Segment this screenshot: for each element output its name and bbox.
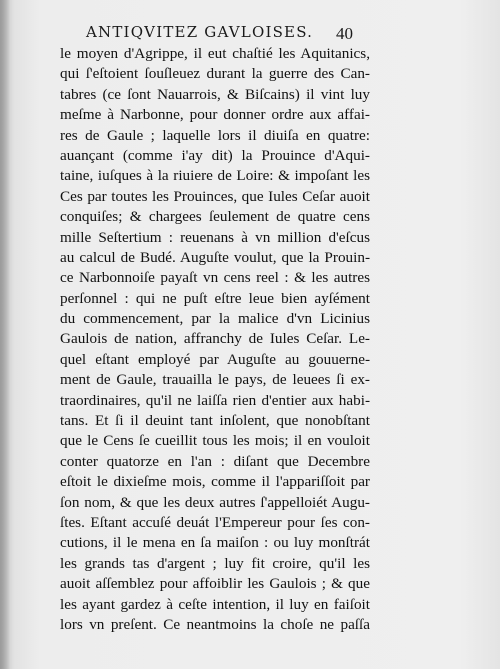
text-line: meſme à Narbonne, pour donner ordre aux affai-: [60, 106, 370, 124]
text-line: que le Cens ſe cueillit tous les mois; il en vouloit: [60, 432, 370, 450]
page-number: 40: [336, 24, 353, 43]
text-line: conquiſes; & chargees ſeulement de quatre cens: [60, 208, 370, 226]
body-text: [60, 44, 370, 635]
text-line: Gaulois de nation, affranchy de Iules Ceſar. Le-: [60, 330, 370, 348]
gutter-shadow: [0, 0, 10, 669]
text-line: ſtes. Eſtant accuſé deuát l'Empereur pour ſes con-: [60, 513, 370, 531]
text-line: les grands tas d'argent ; luy fit croire, qu'il les: [60, 554, 370, 572]
text-line: ment de Gaule, trauailla le pays, de leuees ſi ex-: [60, 371, 370, 389]
text-line: Ces par toutes les Prouinces, que Iules Ceſar auoit: [60, 187, 370, 205]
text-line: au calcul de Budé. Auguſte voulut, que la Prouin-: [60, 248, 370, 266]
text-line: res de Gaule ; laquelle lors il diuiſa en quatre:: [60, 126, 370, 144]
text-line: quel eſtant employé par Auguſte au gouuerne-: [60, 350, 370, 368]
text-line: ce Narbonnoiſe payaſt vn cens reel : & les autres: [60, 269, 370, 287]
text-line: tans. Et ſi il deuint tant inſolent, que nonobſtant: [60, 412, 370, 430]
text-line: mille Seſtertium : reuenans à vn million d'eſcus: [60, 228, 370, 246]
text-line: lors vn preſent. Ce neantmoins la choſe ne paſſa: [60, 615, 370, 633]
text-line: cutions, il le mena en ſa maiſon : ou luy monſtrát: [60, 534, 370, 552]
text-line: tabres (ce ſont Nauarrois, & Biſcains) il vint luy: [60, 85, 370, 103]
text-line: ſon nom, & que les deux autres ſ'appelloiét Augu-: [60, 493, 370, 511]
text-line: le moyen d'Agrippe, il eut chaſtié les Aquitanics,: [60, 45, 370, 62]
text-line: auançant (comme i'ay dit) la Prouince d'Aqui-: [60, 146, 370, 164]
text-line: taine, iuſques à la riuiere de Loire: & impoſant les: [60, 167, 370, 185]
text-line: auoit aſſemblez pour affoiblir les Gaulois ; & que: [60, 575, 370, 593]
text-line: du commencement, par la malice d'vn Licinius: [60, 310, 370, 328]
running-head: ANTIQVITEZ GAVLOISES.: [86, 23, 314, 41]
text-line: perſonnel : qui ne puſt eſtre leue bien ayſément: [60, 289, 370, 307]
text-line: les ayant gardez à ceſte intention, il luy en faiſoit: [60, 595, 370, 613]
text-line: conter quatorze en l'an : diſant que Decembre: [60, 452, 370, 470]
text-line: qui ſ'eſtoient ſouſleuez durant la guerre des Can-: [60, 65, 370, 83]
text-line: traordinaires, qu'il ne laiſſa rien d'entier aux habi-: [60, 391, 370, 409]
text-line: eſtoit le dixieſme mois, comme il l'appariſſoit par: [60, 473, 370, 491]
